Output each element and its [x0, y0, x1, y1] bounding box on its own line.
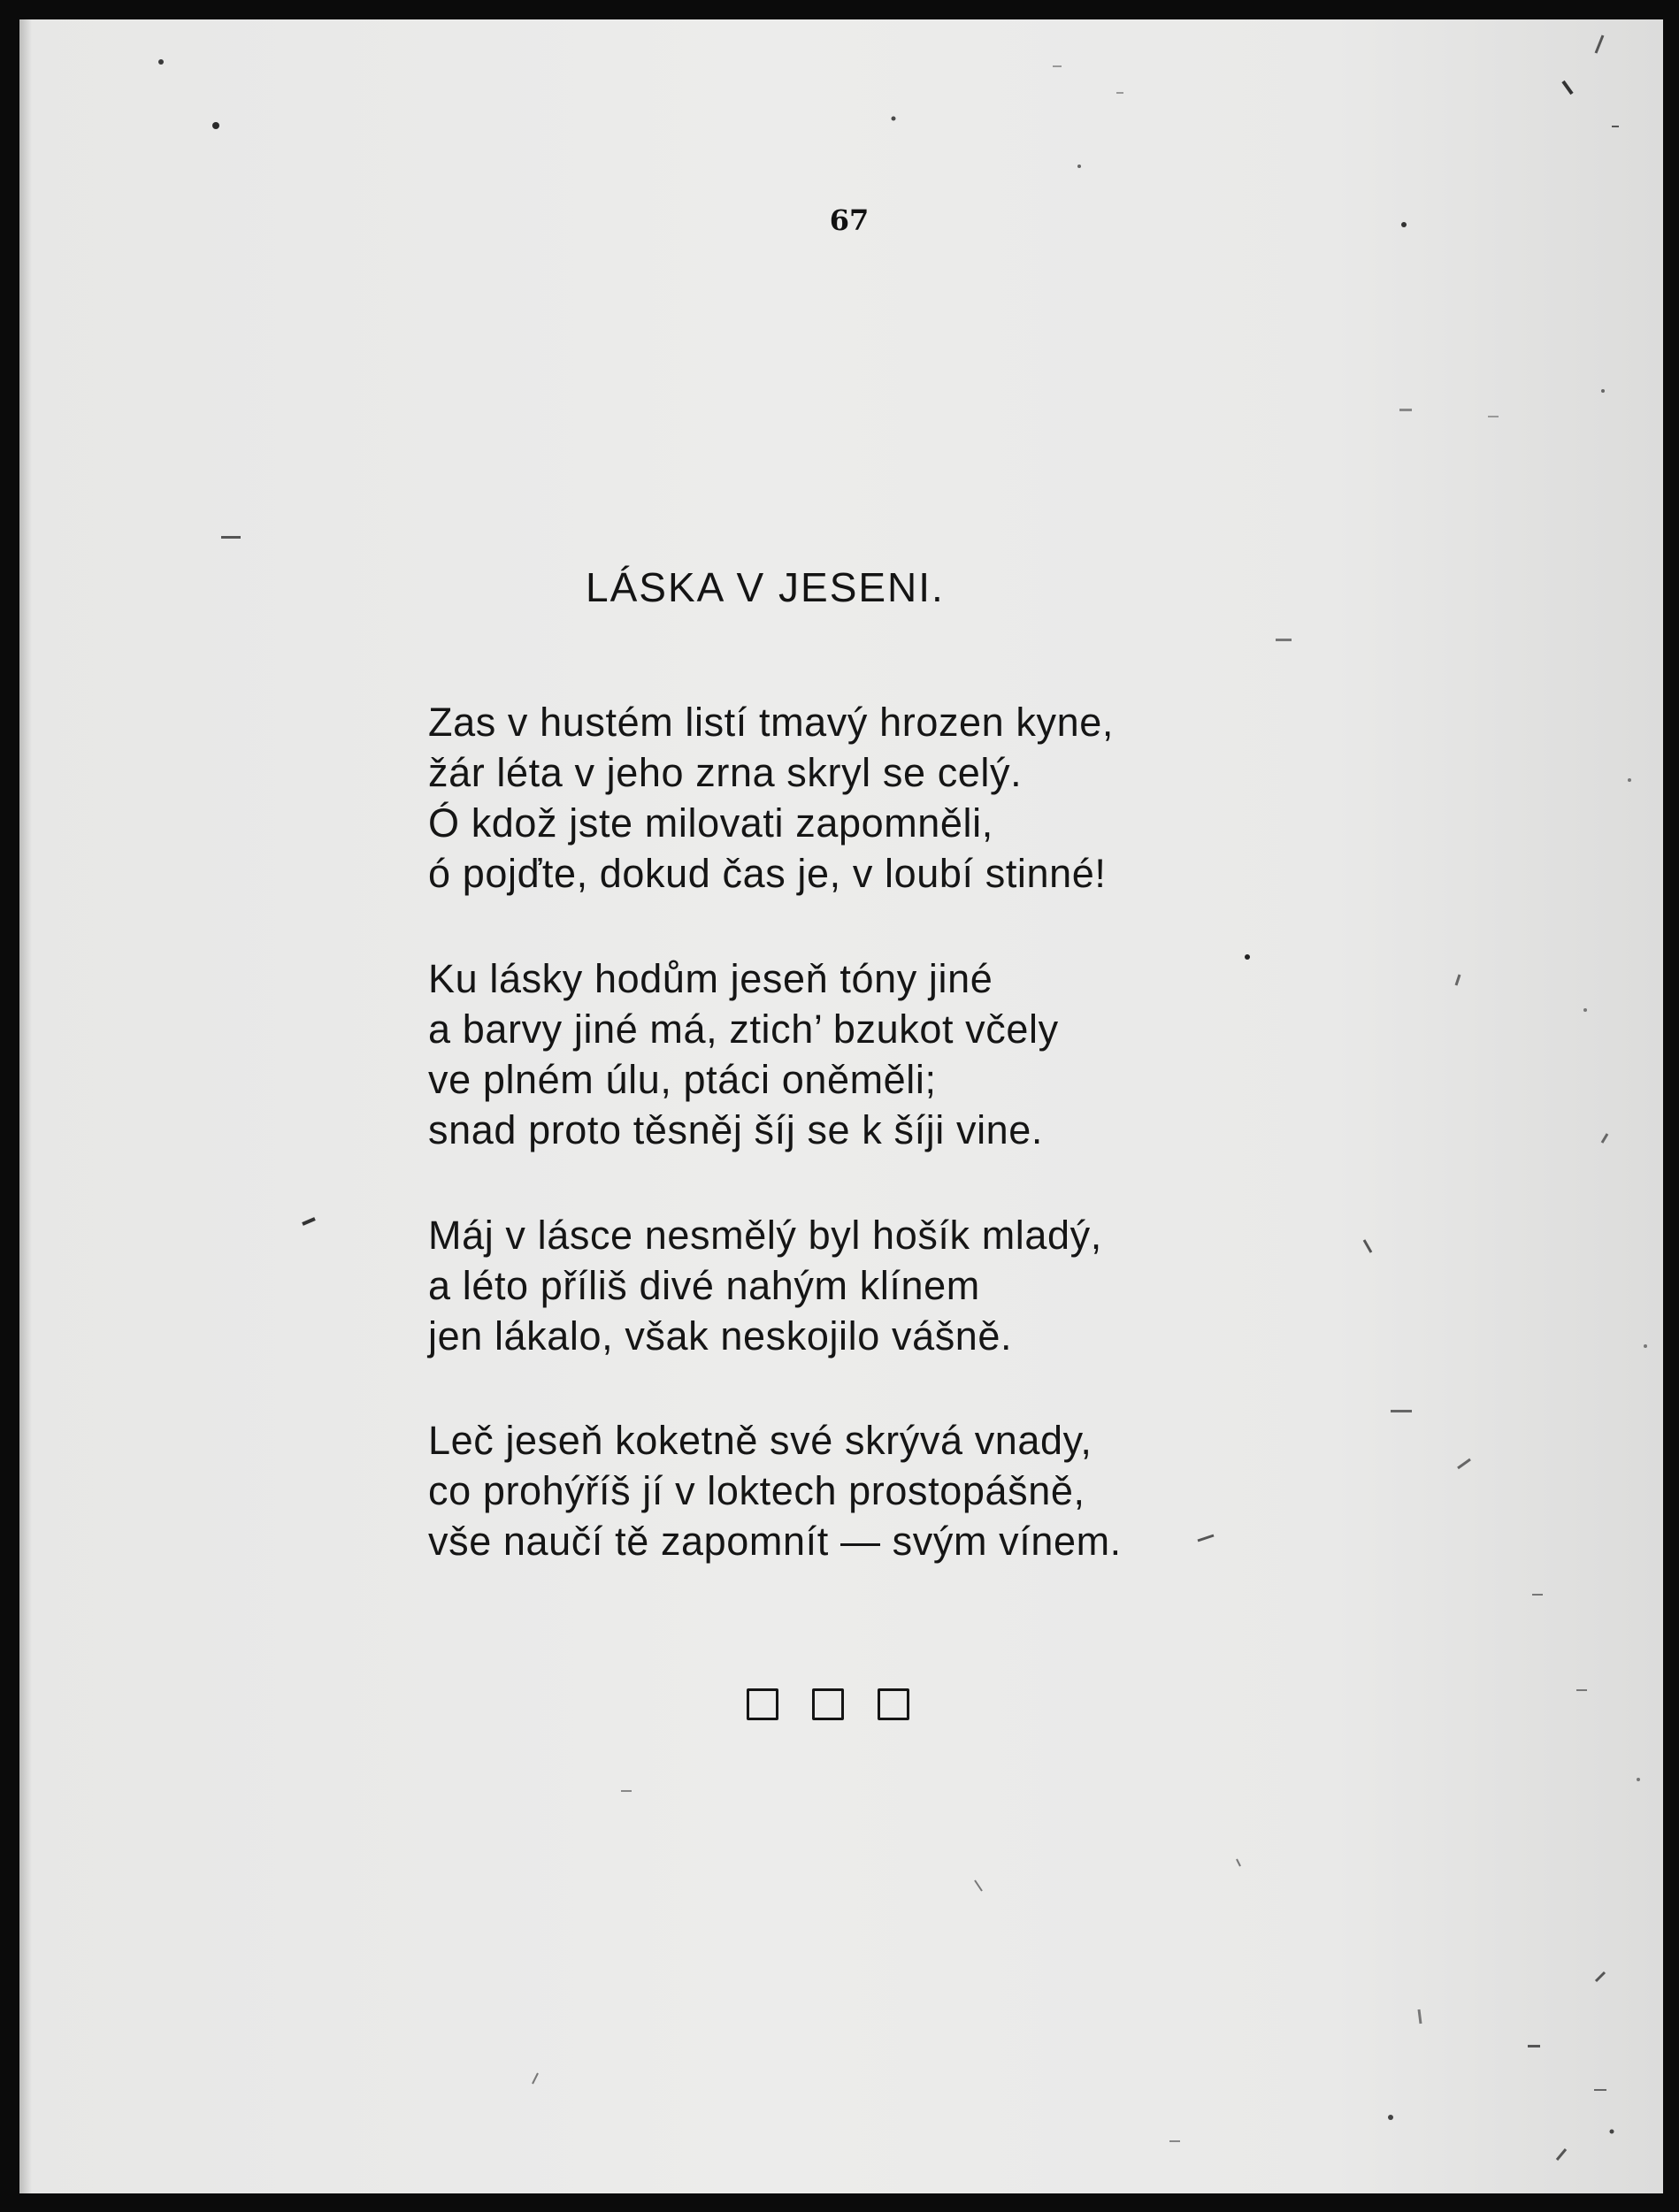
stanza-3 [428, 1210, 1102, 1361]
book-page [19, 19, 1663, 2193]
verse-line: Zas v hustém listí tmavý hrozen kyne, [428, 700, 1114, 745]
page-number: 67 [829, 203, 870, 237]
verse-line: Ku lásky hodům jeseň tóny jiné [428, 956, 993, 1001]
stanza-1 [428, 697, 1114, 899]
verse-line: Leč jeseň koketně své skrývá vnady, [428, 1418, 1092, 1463]
verse-line: Ó kdož jste milovati zapomněli, [428, 800, 993, 846]
poem-title: LÁSKA V JESENI. [586, 564, 945, 610]
verse-line: ve plném úlu, ptáci oněměli; [428, 1057, 937, 1102]
verse-line: jen lákalo, však neskojilo vášně. [428, 1313, 1013, 1359]
ornament-square-icon [812, 1688, 844, 1720]
page-gutter-shadow [19, 19, 32, 2193]
stanza-2 [428, 953, 1059, 1155]
verse-line: a barvy jiné má, ztich’ bzukot včely [428, 1006, 1059, 1052]
verse-line: žár léta v jeho zrna skryl se celý. [428, 750, 1023, 795]
stanza-4 [428, 1415, 1122, 1566]
ornament-square-icon [878, 1688, 909, 1720]
verse-line: snad proto těsněj šíj se k šíji vine. [428, 1107, 1044, 1152]
verse-line: vše naučí tě zapomnít — svým vínem. [428, 1519, 1122, 1564]
verse-line: Máj v lásce nesmělý byl hošík mladý, [428, 1213, 1102, 1258]
verse-line: a léto příliš divé nahým klínem [428, 1263, 980, 1308]
verse-line: co prohýříš jí v loktech prostopášně, [428, 1468, 1085, 1513]
ornament-square-icon [747, 1688, 778, 1720]
end-ornament [747, 1688, 909, 1720]
verse-line: ó pojďte, dokud čas je, v loubí stinné! [428, 851, 1107, 896]
